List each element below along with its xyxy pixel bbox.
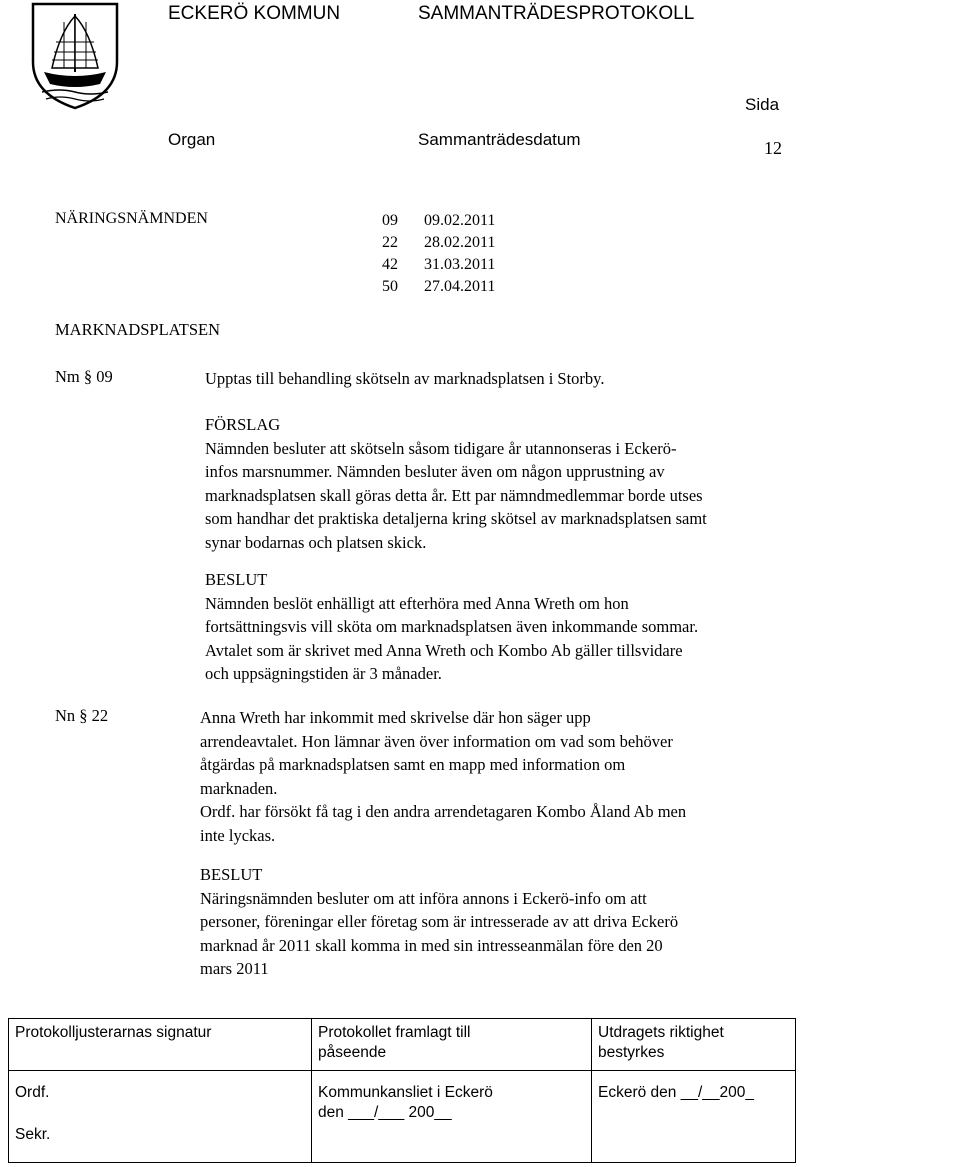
decision-line: personer, föreningar eller företag som är intresserade av att driva Eckerö <box>200 912 679 931</box>
posted-header: Protokollet framlagt till <box>318 1024 471 1041</box>
decision-line: fortsättningsvis vill sköta om marknadsplatsen även inkommande sommar. <box>205 617 699 636</box>
posted-header-sub: påseende <box>318 1044 387 1061</box>
signature-header-cell <box>9 1019 312 1071</box>
decision-line: och uppsägningstiden är 3 månader. <box>205 664 442 683</box>
proposal-line: infos marsnummer. Nämnden besluter även om någon upprustning av <box>205 462 665 481</box>
session-row: 09 09.02.2011 <box>382 212 496 229</box>
body-line: Anna Wreth har inkommit med skrivelse där hon säger upp <box>200 708 591 727</box>
decision-line: Näringsnämnden besluter om att införa annons i Eckerö-info om att <box>200 888 647 908</box>
posted-cell <box>312 1071 592 1163</box>
body-line: marknaden. <box>200 778 278 798</box>
chair-signature-label: Ordf. <box>15 1084 50 1101</box>
proposal-heading: FÖRSLAG <box>205 415 281 434</box>
session-row: 50 27.04.2011 <box>382 278 496 295</box>
signatures-header: Protokolljusterarnas signatur <box>15 1024 212 1041</box>
body-line: inte lyckas. <box>200 825 276 845</box>
body-line: Ordf. har försökt få tag i den andra arrendetagaren Kombo Åland Ab men <box>200 802 687 821</box>
session-row: 42 31.03.2011 <box>382 256 496 273</box>
proposal-line: som handhar det praktiska detaljerna kring skötsel av marknadsplatsen samt <box>205 509 707 528</box>
posted-date: den ___/___ 200__ <box>318 1104 452 1121</box>
proposal-line: Nämnden besluter att skötseln såsom tidigare år utannonseras i Eckerö- <box>205 438 677 458</box>
certified-cell <box>592 1071 796 1163</box>
decision-line: Avtalet som är skrivet med Anna Wreth och Kombo Ab gäller tillsvidare <box>205 640 683 660</box>
signature-table <box>8 1018 796 1163</box>
decision-block <box>205 568 698 686</box>
secretary-signature-label: Sekr. <box>15 1126 51 1143</box>
decision-line: mars 2011 <box>200 959 269 978</box>
proposal-line: synar bodarnas och platsen skick. <box>205 532 427 552</box>
page-number: 12 <box>764 138 782 158</box>
session-dates <box>382 210 495 298</box>
decision-heading: BESLUT <box>200 865 263 884</box>
organ-label: Organ <box>168 130 216 149</box>
item-body <box>200 706 686 847</box>
session-row: 22 28.02.2011 <box>382 234 496 251</box>
item-ref: Nm § 09 <box>55 367 113 386</box>
body-line: åtgärdas på marknadsplatsen samt en mapp med information om <box>200 755 626 774</box>
decision-line: Nämnden beslöt enhälligt att efterhöra med Anna Wreth om hon <box>205 593 629 613</box>
proposal-block <box>205 413 707 554</box>
posted-location: Kommunkansliet i Eckerö <box>318 1084 493 1101</box>
page-label: Sida <box>745 95 780 114</box>
municipality-crest-logo <box>30 2 120 110</box>
decision-block <box>200 863 678 981</box>
posted-header-cell <box>312 1019 592 1071</box>
item-intro: Upptas till behandling skötseln av marknadsplatsen i Storby. <box>205 369 605 388</box>
certified-header-cell <box>592 1019 796 1071</box>
certified-header: Utdragets riktighet <box>598 1024 724 1041</box>
section-title: MARKNADSPLATSEN <box>55 320 221 339</box>
decision-line: marknad år 2011 skall komma in med sin intresseanmälan före den 20 <box>200 935 663 955</box>
certified-header-sub: bestyrkes <box>598 1044 665 1061</box>
municipality-name: ECKERÖ KOMMUN <box>168 3 341 24</box>
body-line: arrendeavtalet. Hon lämnar även över information om vad som behöver <box>200 731 673 751</box>
signature-cell <box>9 1071 312 1163</box>
decision-heading: BESLUT <box>205 570 268 589</box>
certified-date: Eckerö den __/__200_ <box>598 1084 754 1101</box>
document-type: SAMMANTRÄDESPROTOKOLL <box>418 3 695 24</box>
meeting-body: NÄRINGSNÄMNDEN <box>55 210 208 227</box>
proposal-line: marknadsplatsen skall göras detta år. Ett par nämndmedlemmar borde utses <box>205 485 703 505</box>
item-ref: Nn § 22 <box>55 706 109 725</box>
date-label: Sammanträdesdatum <box>418 130 581 149</box>
